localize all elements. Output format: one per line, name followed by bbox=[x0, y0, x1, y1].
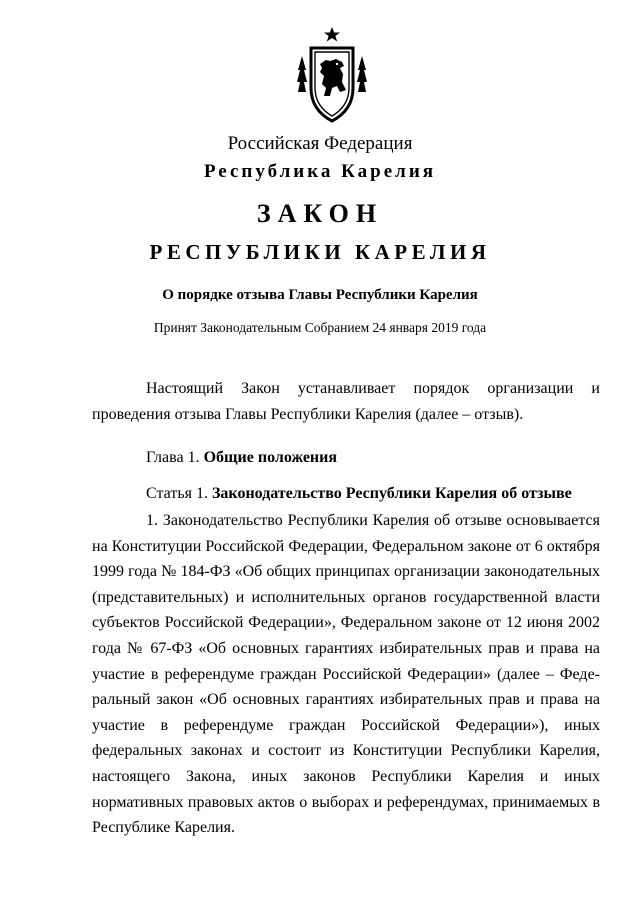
chapter-title: Общие положения bbox=[203, 449, 338, 466]
article-paragraph: 1. Законодательство Республики Карелия об отзыве основывается на Конституции Российской Федерации, Федеральном законе от 6 октября 1999 года № 184-ФЗ «Об общих принципах организации законодательных (представительных) и исполнительных органов государственной власти субъектов Российской Федерации», Федеральном законе от 12 июня 2002 года № 67-ФЗ «Об основных гарантиях избирательных прав и права на участие в референдуме граждан Российской Федерации» (далее – Федеральный закон «Об основных гарантиях избирательных прав и права на участие в референдуме граждан Российской Федерации»), иных федеральных законах и состоит из Конституции Республики Карелия, настоящего Закона, иных законов Республики Карелия и иных нормативных правовых актов о выборах и референдумах, принимаемых в Республике Карелия. bbox=[92, 512, 600, 837]
country-name: Российская Федерация bbox=[227, 133, 413, 154]
chapter-prefix: Глава 1. bbox=[146, 449, 204, 466]
republic-name: Республика Карелия bbox=[203, 161, 437, 182]
law-title: О порядке отзыва Главы Республики Карелия bbox=[162, 287, 478, 303]
article-prefix: Статья 1. bbox=[146, 485, 212, 502]
chapter-heading bbox=[146, 449, 337, 467]
adoption-note: Принят Законодательным Собранием 24 января 2019 года bbox=[153, 320, 487, 335]
article-title: Законодательство Республики Карелия об отзыве bbox=[211, 485, 572, 502]
document-issuer: РЕСПУБЛИКИ КАРЕЛИЯ bbox=[149, 240, 491, 264]
intro-paragraph: Настоящий Закон устанавливает порядок организации и проведения отзыва Главы Республики Карелия (далее – отзыв). bbox=[92, 380, 600, 423]
karelia-coat-of-arms-icon bbox=[296, 26, 368, 126]
document-type: ЗАКОН bbox=[256, 199, 384, 228]
article-heading bbox=[146, 485, 572, 503]
